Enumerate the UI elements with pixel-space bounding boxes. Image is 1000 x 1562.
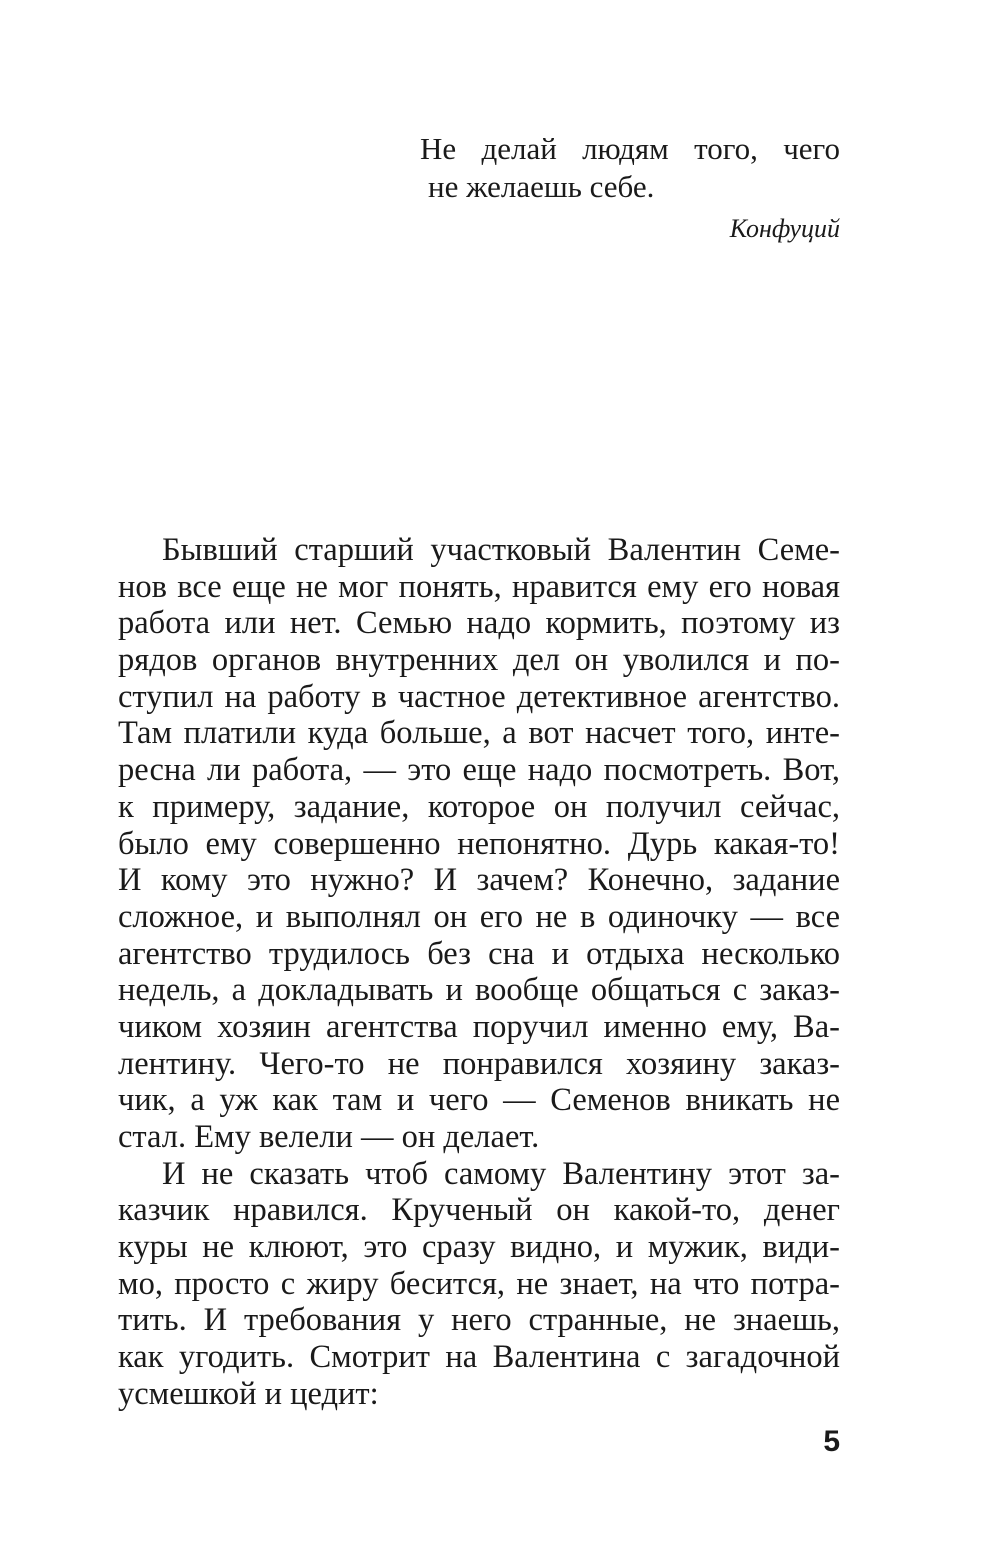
text-line: сложное, и выполнял он его не в одиночку — все bbox=[118, 898, 840, 935]
text-line: усмешкой и цедит: bbox=[118, 1375, 379, 1412]
text-line: работа или нет. Семью надо кормить, поэтому из bbox=[118, 605, 840, 642]
text-line: было ему совершенно непонятно. Дурь какая-то! bbox=[118, 825, 840, 862]
text-line: ступил на работу в частное детективное агентство. bbox=[118, 678, 840, 715]
paragraph-1 bbox=[118, 532, 840, 1156]
text-line: куры не клюют, это сразу видно, и мужик, види- bbox=[118, 1229, 840, 1266]
text-line: чик, а уж как там и чего — Семенов вникать не bbox=[118, 1082, 840, 1119]
main-text bbox=[118, 532, 840, 1413]
epigraph-line: Не делай людям того, чего bbox=[420, 131, 840, 166]
text-line: ресна ли работа, — это еще надо посмотреть. Вот, bbox=[118, 752, 840, 789]
page-number: 5 bbox=[823, 1425, 840, 1458]
text-line: к примеру, задание, которое он получил сейчас, bbox=[118, 788, 840, 825]
text-line: рядов органов внутренних дел он уволился и по- bbox=[118, 642, 840, 679]
text-line: казчик нравился. Крученый он какой-то, денег bbox=[118, 1192, 840, 1229]
epigraph-line: не желаешь себе. bbox=[428, 169, 655, 204]
epigraph-author: Конфуций bbox=[729, 214, 840, 243]
text-line: мо, просто с жиру бесится, не знает, на что потра- bbox=[118, 1265, 840, 1302]
text-line: нов все еще не мог понять, нравится ему его новая bbox=[118, 568, 840, 605]
text-line: недель, а докладывать и вообще общаться с заказ- bbox=[118, 972, 840, 1009]
paragraph-2 bbox=[118, 1156, 840, 1413]
text-line: тить. И требования у него странные, не знаешь, bbox=[118, 1302, 840, 1339]
text-line: Там платили куда больше, а вот насчет того, инте- bbox=[118, 715, 840, 752]
text-line: И не сказать чтоб самому Валентину этот за- bbox=[162, 1155, 840, 1192]
text-line: как угодить. Смотрит на Валентина с загадочной bbox=[118, 1339, 840, 1376]
text-line: Бывший старший участковый Валентин Семе- bbox=[162, 532, 840, 568]
text-line: И кому это нужно? И зачем? Конечно, задание bbox=[118, 862, 840, 899]
text-line: стал. Ему велели — он делает. bbox=[118, 1119, 540, 1155]
text-line: лентину. Чего-то не понравился хозяину заказ- bbox=[118, 1045, 840, 1082]
epigraph bbox=[420, 130, 840, 246]
text-line: чиком хозяин агентства поручил именно ему, Ва- bbox=[118, 1008, 840, 1045]
text-line: агентство трудилось без сна и отдыха несколько bbox=[118, 935, 840, 972]
